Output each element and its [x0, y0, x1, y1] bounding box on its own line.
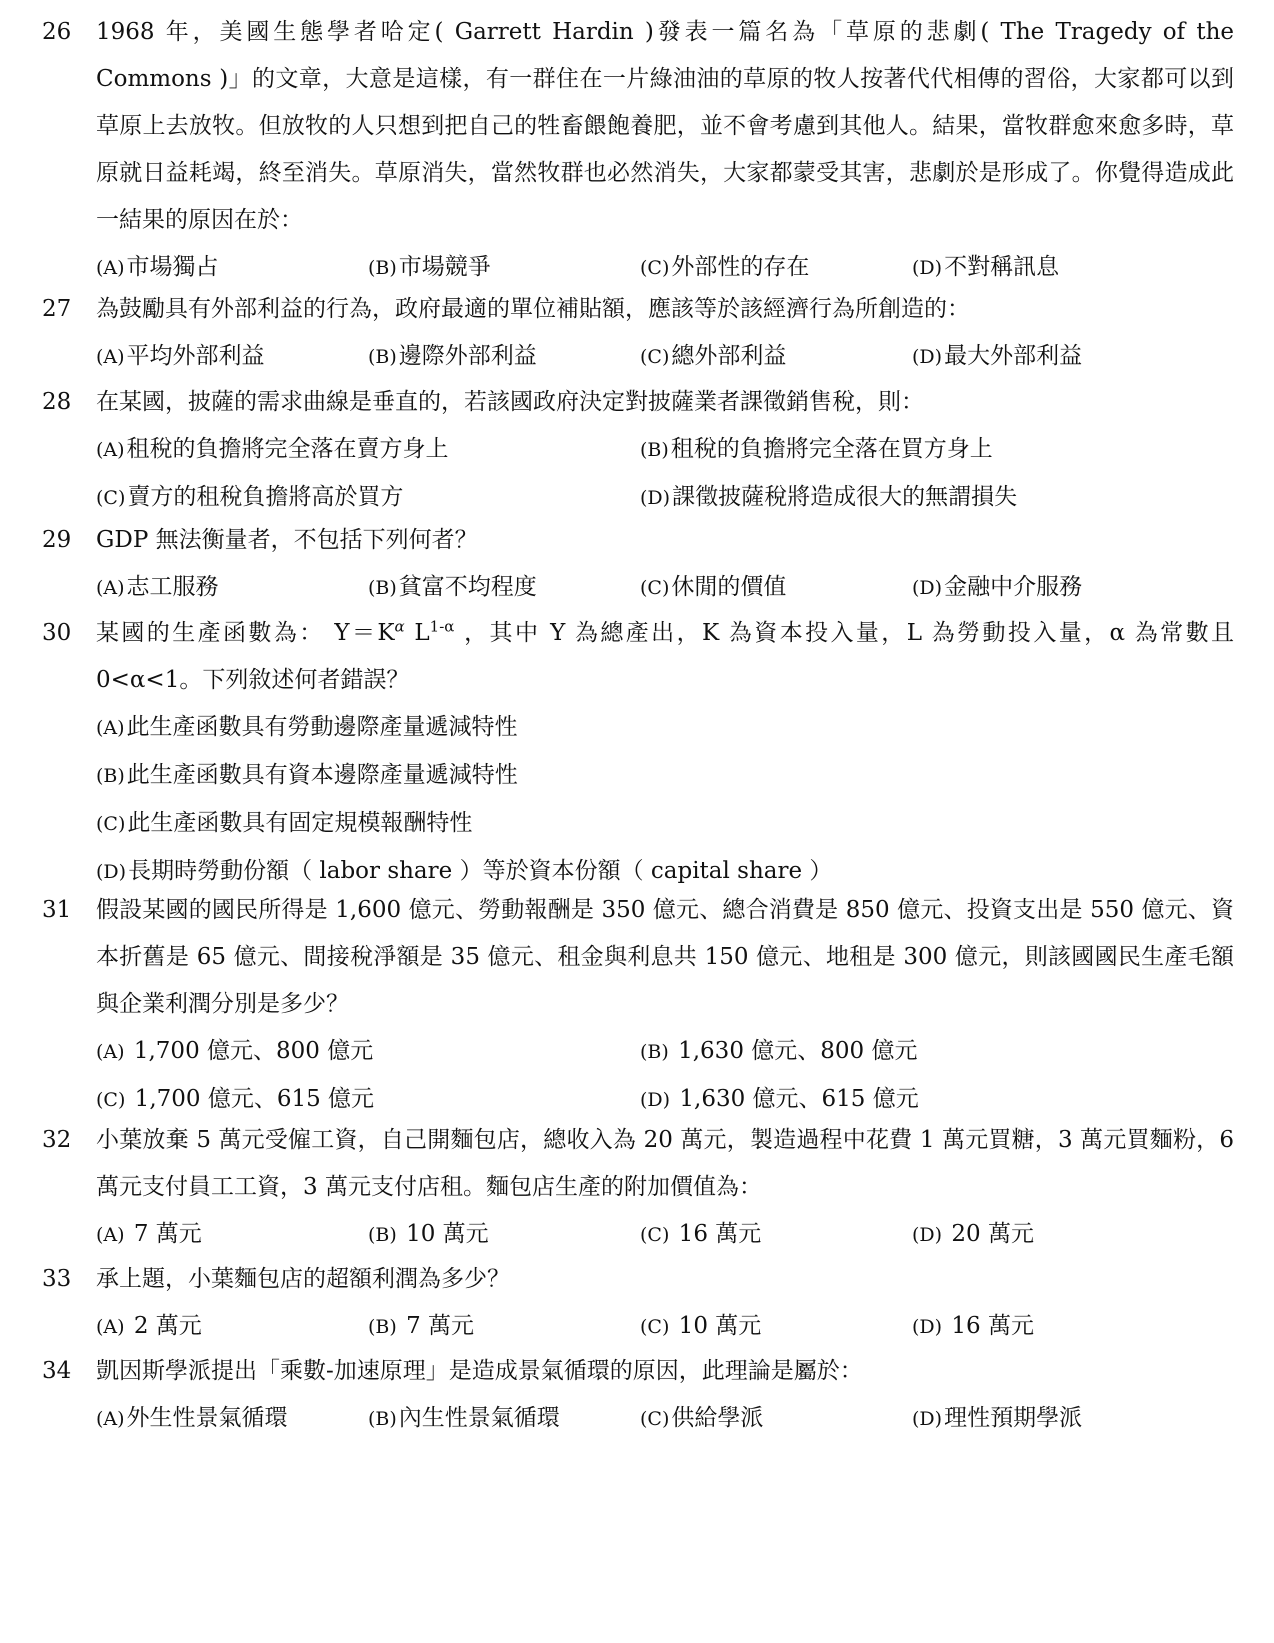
option-a[interactable]: (A)外生性景氣循環 [96, 1405, 288, 1431]
options-row [96, 333, 1234, 381]
option-d[interactable]: (D)長期時勞動份額（ labor share ）等於資本份額（ capital share ） [96, 858, 833, 884]
question-29 [0, 517, 1274, 612]
options-row [96, 244, 1234, 292]
option-a[interactable]: (A)此生產函數具有勞動邊際產量遞減特性 [96, 714, 518, 740]
option-a[interactable]: (A)租稅的負擔將完全落在賣方身上 [96, 436, 449, 462]
option-c[interactable]: (C)總外部利益 [640, 343, 787, 369]
option-c[interactable]: (C)賣方的租稅負擔將高於買方 [96, 484, 404, 510]
question-number: 26 [42, 19, 72, 45]
question-stem: 小葉放棄 5 萬元受僱工資，自己開麵包店，總收入為 20 萬元，製造過程中花費 1 萬元買糖，3 萬元買麵粉，6 萬元支付員工工資，3 萬元支付店租。麵包店生產的附加價值為： [96, 1127, 1234, 1200]
question-stem: 假設某國的國民所得是 1,600 億元、勞動報酬是 350 億元、總合消費是 850 億元、投資支出是 550 億元、資本折舊是 65 億元、間接稅淨額是 35 億元、租金與利息共 150 億元、地租是 300 億元，則該國國民生產毛額與企業利潤分別是多少？ [96, 897, 1234, 1017]
option-a[interactable]: (A)志工服務 [96, 574, 219, 600]
question-32 [0, 1117, 1274, 1259]
option-d[interactable]: (D)理性預期學派 [912, 1405, 1083, 1431]
question-number: 33 [42, 1266, 72, 1292]
question-number: 29 [42, 527, 72, 553]
question-number: 34 [42, 1358, 72, 1384]
question-number: 30 [42, 620, 72, 646]
option-d[interactable]: (D) 1,630 億元、615 億元 [640, 1086, 919, 1112]
option-d[interactable]: (D) 20 萬元 [912, 1221, 1034, 1247]
option-b[interactable]: (B) 1,630 億元、800 億元 [640, 1038, 918, 1064]
option-a[interactable]: (A)市場獨占 [96, 254, 219, 280]
option-b[interactable]: (B)內生性景氣循環 [368, 1405, 560, 1431]
question-26 [0, 9, 1274, 292]
question-stem: 凱因斯學派提出「乘數-加速原理」是造成景氣循環的原因，此理論是屬於： [96, 1358, 863, 1384]
question-33 [0, 1256, 1274, 1351]
question-stem: 某國的生產函數為： $Y=K^\alpha$ $L^{1-\alpha}$ ，其中 Y 為總產出，K 為資本投入量，L 為勞動投入量，α 為常數且 0<α<1。下列敘述何者錯誤？ [96, 617, 1234, 693]
question-number: 32 [42, 1127, 72, 1153]
options-row [96, 1303, 1234, 1351]
question-number: 31 [42, 897, 72, 923]
options-grid [96, 426, 1234, 522]
option-c[interactable]: (C) 16 萬元 [640, 1221, 762, 1247]
option-a[interactable]: (A) 2 萬元 [96, 1313, 202, 1339]
question-stem: 為鼓勵具有外部利益的行為，政府最適的單位補貼額，應該等於該經濟行為所創造的： [96, 296, 970, 322]
question-28 [0, 379, 1274, 522]
options-row [96, 1395, 1234, 1443]
option-b[interactable]: (B)此生產函數具有資本邊際產量遞減特性 [96, 762, 518, 788]
question-stem: 1968 年，美國生態學者哈定( Garrett Hardin )發表一篇名為「草原的悲劇( The Tragedy of the Commons )」的文章，大意是這樣，有一群住在一片綠油油的草原的牧人按著代代相傳的習俗，大家都可以到草原上去放牧。但放牧的人只想到把自己的牲畜餵飽養肥，並不會考慮到其他人。結果，當牧群愈來愈多時，草原就日益耗竭，終至消失。草原消失，當然牧群也必然消失，大家都蒙受其害，悲劇於是形成了。你覺得造成此一結果的原因在於： [96, 19, 1234, 233]
option-b[interactable]: (B)市場競爭 [368, 254, 491, 280]
question-27 [0, 286, 1274, 381]
question-stem: GDP 無法衡量者，不包括下列何者？ [96, 527, 478, 553]
question-number: 27 [42, 296, 72, 322]
option-a[interactable]: (A) 7 萬元 [96, 1221, 202, 1247]
option-b[interactable]: (B)貧富不均程度 [368, 574, 537, 600]
option-d[interactable]: (D)不對稱訊息 [912, 254, 1060, 280]
question-number: 28 [42, 389, 72, 415]
option-d[interactable]: (D) 16 萬元 [912, 1313, 1034, 1339]
options-list [96, 704, 1234, 896]
option-c[interactable]: (C) 10 萬元 [640, 1313, 762, 1339]
option-b[interactable]: (B) 10 萬元 [368, 1221, 489, 1247]
question-30 [0, 610, 1274, 896]
option-b[interactable]: (B)邊際外部利益 [368, 343, 537, 369]
option-c[interactable]: (C)休閒的價值 [640, 574, 787, 600]
options-row [96, 564, 1234, 612]
question-stem: 承上題，小葉麵包店的超額利潤為多少？ [96, 1266, 510, 1292]
option-a[interactable]: (A)平均外部利益 [96, 343, 265, 369]
option-c[interactable]: (C)供給學派 [640, 1405, 764, 1431]
options-grid [96, 1028, 1234, 1124]
option-d[interactable]: (D)金融中介服務 [912, 574, 1083, 600]
option-c[interactable]: (C)外部性的存在 [640, 254, 810, 280]
option-d[interactable]: (D)最大外部利益 [912, 343, 1083, 369]
options-row [96, 1211, 1234, 1259]
question-34 [0, 1348, 1274, 1443]
option-b[interactable]: (B)租稅的負擔將完全落在買方身上 [640, 436, 993, 462]
option-c[interactable]: (C)此生產函數具有固定規模報酬特性 [96, 810, 473, 836]
option-c[interactable]: (C) 1,700 億元、615 億元 [96, 1086, 375, 1112]
option-a[interactable]: (A) 1,700 億元、800 億元 [96, 1038, 374, 1064]
option-b[interactable]: (B) 7 萬元 [368, 1313, 475, 1339]
question-31 [0, 887, 1274, 1124]
question-stem: 在某國，披薩的需求曲線是垂直的，若該國政府決定對披薩業者課徵銷售稅，則： [96, 389, 924, 415]
option-d[interactable]: (D)課徵披薩稅將造成很大的無謂損失 [640, 484, 1018, 510]
